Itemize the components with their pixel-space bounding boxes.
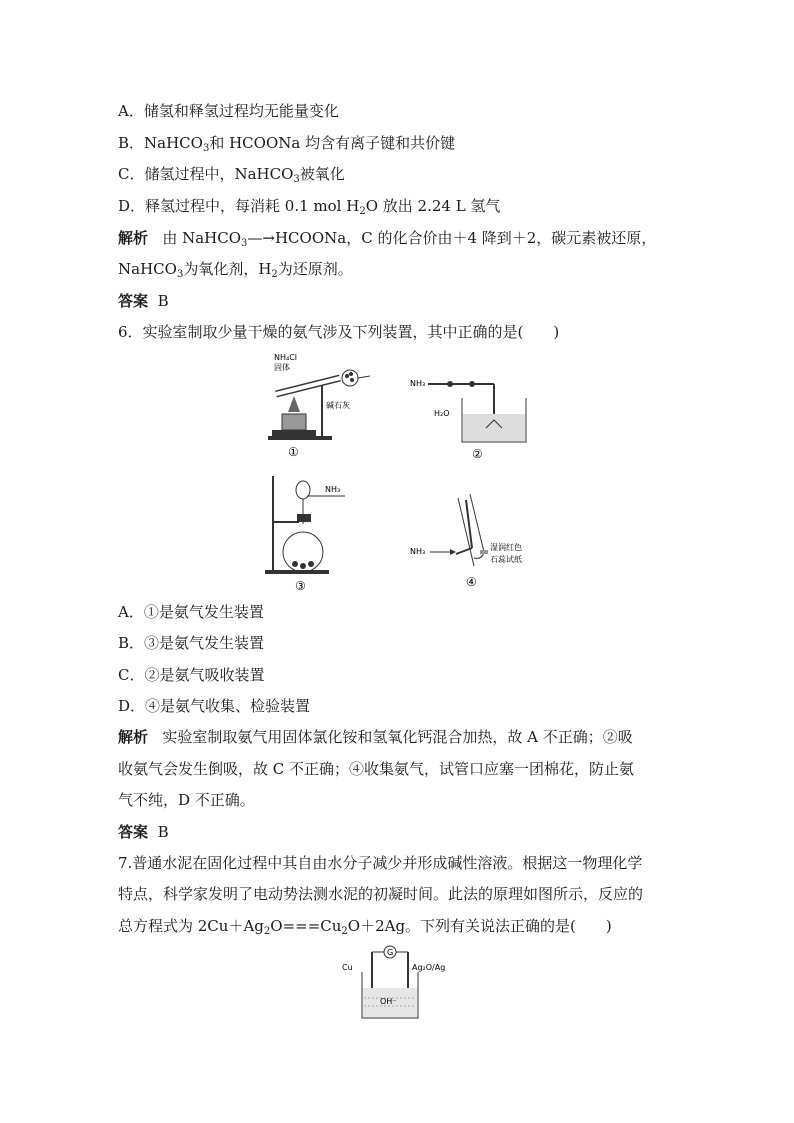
explanation-line: NaHCO$_3$为氧化剂，$H_2$为还原剂。 xyxy=(118,260,353,280)
question-7-line: 总方程式为 $2Cu+Ag_2O===Cu_2O+2Ag$。下列有关说法正确的是( ) xyxy=(118,917,612,937)
fig1-label-nh4cl: NH₄Cl xyxy=(274,353,298,362)
question-6-stem: 6．实验室制取少量干燥的氨气涉及下列装置，其中正确的是( ) xyxy=(118,323,560,341)
explanation-line: 解析 由 NaHCO$_3$—→HCOONa，C 的化合价由＋4 降到＋2，碳元素被还原， xyxy=(118,229,657,249)
fig1-label-soda-lime: 碱石灰 xyxy=(326,401,350,410)
fig1-caption: ① xyxy=(288,445,299,459)
fig4-label-litmus-1: 湿润红色 xyxy=(490,543,522,552)
option-a: A．①是氨气发生装置 xyxy=(118,603,264,621)
figure-2-absorption-apparatus xyxy=(410,370,520,460)
figure-q7-cell xyxy=(340,942,470,1022)
question-7-line: 特点，科学家发明了电动势法测水泥的初凝时间。此法的原理如图所示，反应的 xyxy=(118,885,644,903)
explanation-line: 解析 实验室制取氨气用固体氯化铵和氢氧化钙混合加热，故 A 不正确；②吸 xyxy=(118,728,633,746)
galvanometer-label: G xyxy=(387,948,394,957)
cell-label-ag: Ag₂O/Ag xyxy=(412,963,446,972)
explanation-line: 收氨气会发生倒吸，故 C 不正确；④收集氨气，试管口应塞一团棉花，防止氨 xyxy=(118,760,635,778)
answer-line: 答案 B xyxy=(118,823,169,841)
fig4-caption: ④ xyxy=(466,575,477,589)
cell-ion-label: OH⁻ xyxy=(380,997,397,1006)
figure-1-heating-apparatus xyxy=(262,350,372,460)
question-7-line: 7.普通水泥在固化过程中其自由水分子减少并形成碱性溶液。根据这一物理化学 xyxy=(118,854,643,872)
fig2-caption: ② xyxy=(472,447,483,461)
fig4-label-nh3: NH₃ xyxy=(410,547,426,556)
fig1-label-solid: 固体 xyxy=(274,363,290,372)
option-d: D．④是氨气收集、检验装置 xyxy=(118,697,311,715)
option-d: D．释氢过程中，每消耗 0.1 mol $H_2O$ 放出 2.24 L 氢气 xyxy=(118,197,501,217)
cell-label-cu: Cu xyxy=(342,963,353,972)
option-b: B．③是氨气发生装置 xyxy=(118,634,265,652)
option-b: B．NaHCO$_3$和 HCOONa 均含有离子键和共价键 xyxy=(118,134,456,154)
fig4-label-litmus-2: 石蕊试纸 xyxy=(490,555,522,564)
option-c: C．②是氨气吸收装置 xyxy=(118,666,265,684)
figure-4-collection-apparatus xyxy=(410,490,550,590)
option-c: C．储氢过程中，NaHCO$_3$被氧化 xyxy=(118,165,345,185)
option-a: A．储氢和释氢过程均无能量变化 xyxy=(118,102,339,120)
figure-3-flask-apparatus xyxy=(265,474,375,594)
explanation-line: 气不纯，D 不正确。 xyxy=(118,791,255,809)
fig2-label-nh3: NH₃ xyxy=(410,379,426,388)
fig2-label-water: H₂O xyxy=(434,409,450,418)
fig3-label-nh3: NH₃ xyxy=(325,485,341,494)
answer-line: 答案 B xyxy=(118,292,169,310)
fig3-caption: ③ xyxy=(295,579,306,593)
